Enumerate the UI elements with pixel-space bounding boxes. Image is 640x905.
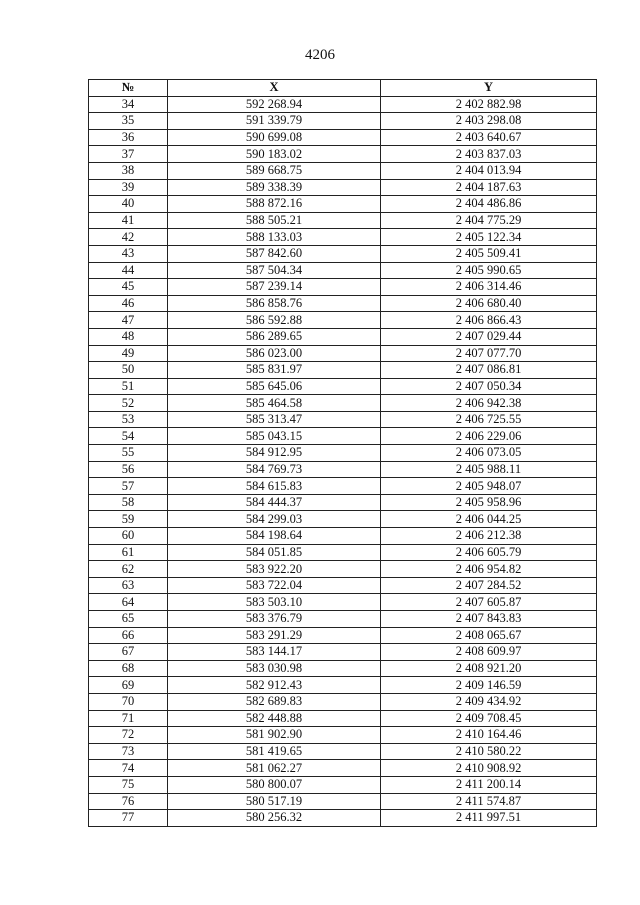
y-coordinate-cell: 2 411 200.14 [381,776,597,793]
point-number-cell: 72 [89,727,168,744]
table-row [89,146,597,163]
x-coordinate-cell: 581 062.27 [168,760,381,777]
point-number-cell: 53 [89,411,168,428]
x-coordinate-cell: 591 339.79 [168,113,381,130]
table-row [89,461,597,478]
point-number-cell: 60 [89,528,168,545]
point-number-cell: 52 [89,395,168,412]
y-coordinate-cell: 2 406 725.55 [381,411,597,428]
point-number-cell: 54 [89,428,168,445]
y-coordinate-cell: 2 404 486.86 [381,196,597,213]
table-row [89,295,597,312]
x-coordinate-cell: 588 872.16 [168,196,381,213]
coordinates-table [88,79,597,827]
x-coordinate-cell: 588 505.21 [168,212,381,229]
table-row [89,378,597,395]
y-coordinate-cell: 2 410 580.22 [381,743,597,760]
point-number-cell: 36 [89,129,168,146]
y-coordinate-cell: 2 404 013.94 [381,162,597,179]
point-number-cell: 48 [89,328,168,345]
x-coordinate-cell: 580 256.32 [168,810,381,827]
point-number-cell: 63 [89,577,168,594]
x-coordinate-cell: 583 503.10 [168,594,381,611]
point-number-cell: 50 [89,362,168,379]
point-number-cell: 76 [89,793,168,810]
x-coordinate-cell: 585 645.06 [168,378,381,395]
y-coordinate-cell: 2 405 958.96 [381,494,597,511]
x-coordinate-cell: 589 338.39 [168,179,381,196]
x-coordinate-cell: 583 722.04 [168,577,381,594]
y-coordinate-cell: 2 404 187.63 [381,179,597,196]
table-header [89,80,597,97]
table-row [89,345,597,362]
point-number-cell: 51 [89,378,168,395]
y-coordinate-cell: 2 407 050.34 [381,378,597,395]
table-row [89,113,597,130]
x-coordinate-cell: 584 051.85 [168,544,381,561]
point-number-cell: 73 [89,743,168,760]
table-row [89,129,597,146]
x-coordinate-cell: 582 689.83 [168,693,381,710]
point-number-cell: 40 [89,196,168,213]
point-number-cell: 44 [89,262,168,279]
table-row [89,395,597,412]
table-row [89,229,597,246]
point-number-cell: 41 [89,212,168,229]
x-coordinate-cell: 585 313.47 [168,411,381,428]
y-coordinate-cell: 2 406 314.46 [381,279,597,296]
table-row [89,660,597,677]
point-number-cell: 68 [89,660,168,677]
table-row [89,179,597,196]
y-coordinate-cell: 2 407 843.83 [381,611,597,628]
table-row [89,727,597,744]
x-coordinate-cell: 586 592.88 [168,312,381,329]
y-coordinate-cell: 2 410 164.46 [381,727,597,744]
x-coordinate-cell: 580 517.19 [168,793,381,810]
y-coordinate-cell: 2 405 948.07 [381,478,597,495]
x-coordinate-cell: 580 800.07 [168,776,381,793]
y-coordinate-cell: 2 409 434.92 [381,693,597,710]
point-number-cell: 47 [89,312,168,329]
y-coordinate-cell: 2 407 086.81 [381,362,597,379]
x-coordinate-cell: 586 289.65 [168,328,381,345]
point-number-cell: 56 [89,461,168,478]
table-row [89,561,597,578]
page-number: 4206 [305,47,335,63]
point-number-cell: 46 [89,295,168,312]
table-row [89,445,597,462]
y-coordinate-cell: 2 408 065.67 [381,627,597,644]
table-row [89,760,597,777]
y-coordinate-cell: 2 407 605.87 [381,594,597,611]
table-row [89,710,597,727]
x-coordinate-cell: 583 030.98 [168,660,381,677]
x-coordinate-cell: 584 769.73 [168,461,381,478]
point-number-cell: 74 [89,760,168,777]
x-coordinate-cell: 583 376.79 [168,611,381,628]
x-coordinate-cell: 583 922.20 [168,561,381,578]
y-coordinate-cell: 2 403 640.67 [381,129,597,146]
x-coordinate-cell: 584 444.37 [168,494,381,511]
x-coordinate-cell: 584 299.03 [168,511,381,528]
point-number-cell: 66 [89,627,168,644]
table-row [89,245,597,262]
y-coordinate-cell: 2 406 073.05 [381,445,597,462]
table-row [89,328,597,345]
y-coordinate-cell: 2 407 077.70 [381,345,597,362]
point-number-cell: 43 [89,245,168,262]
point-number-cell: 45 [89,279,168,296]
point-number-cell: 77 [89,810,168,827]
y-coordinate-cell: 2 411 997.51 [381,810,597,827]
table-row [89,544,597,561]
table-row [89,677,597,694]
x-coordinate-cell: 584 912.95 [168,445,381,462]
header-row [89,80,597,97]
point-number-cell: 42 [89,229,168,246]
y-coordinate-cell: 2 410 908.92 [381,760,597,777]
x-coordinate-cell: 581 902.90 [168,727,381,744]
point-number-cell: 49 [89,345,168,362]
table-row [89,428,597,445]
y-coordinate-cell: 2 408 609.97 [381,644,597,661]
table-body [89,96,597,826]
x-coordinate-cell: 586 023.00 [168,345,381,362]
y-coordinate-cell: 2 409 146.59 [381,677,597,694]
point-number-cell: 61 [89,544,168,561]
table-row [89,411,597,428]
point-number-cell: 39 [89,179,168,196]
y-coordinate-cell: 2 408 921.20 [381,660,597,677]
y-coordinate-cell: 2 404 775.29 [381,212,597,229]
x-coordinate-cell: 583 144.17 [168,644,381,661]
table-row [89,362,597,379]
point-number-cell: 58 [89,494,168,511]
y-coordinate-cell: 2 405 509.41 [381,245,597,262]
point-number-cell: 65 [89,611,168,628]
table-row [89,279,597,296]
table-row [89,644,597,661]
y-coordinate-cell: 2 406 212.38 [381,528,597,545]
table-row [89,196,597,213]
table-row [89,627,597,644]
point-number-cell: 34 [89,96,168,113]
y-coordinate-cell: 2 406 866.43 [381,312,597,329]
y-coordinate-cell: 2 407 029.44 [381,328,597,345]
point-number-cell: 59 [89,511,168,528]
x-coordinate-cell: 592 268.94 [168,96,381,113]
x-coordinate-cell: 585 464.58 [168,395,381,412]
table-row [89,611,597,628]
header-y: Y [381,80,597,97]
y-coordinate-cell: 2 406 044.25 [381,511,597,528]
y-coordinate-cell: 2 406 954.82 [381,561,597,578]
y-coordinate-cell: 2 403 837.03 [381,146,597,163]
point-number-cell: 64 [89,594,168,611]
x-coordinate-cell: 582 448.88 [168,710,381,727]
x-coordinate-cell: 584 198.64 [168,528,381,545]
point-number-cell: 67 [89,644,168,661]
point-number-cell: 57 [89,478,168,495]
y-coordinate-cell: 2 405 988.11 [381,461,597,478]
x-coordinate-cell: 584 615.83 [168,478,381,495]
y-coordinate-cell: 2 402 882.98 [381,96,597,113]
x-coordinate-cell: 585 043.15 [168,428,381,445]
table-row [89,478,597,495]
table-row [89,693,597,710]
x-coordinate-cell: 583 291.29 [168,627,381,644]
header-number: № [89,80,168,97]
table-row [89,511,597,528]
point-number-cell: 75 [89,776,168,793]
table-row [89,810,597,827]
point-number-cell: 71 [89,710,168,727]
x-coordinate-cell: 582 912.43 [168,677,381,694]
y-coordinate-cell: 2 405 122.34 [381,229,597,246]
table-row [89,212,597,229]
y-coordinate-cell: 2 403 298.08 [381,113,597,130]
y-coordinate-cell: 2 409 708.45 [381,710,597,727]
x-coordinate-cell: 587 239.14 [168,279,381,296]
table-row [89,577,597,594]
x-coordinate-cell: 586 858.76 [168,295,381,312]
point-number-cell: 62 [89,561,168,578]
x-coordinate-cell: 587 842.60 [168,245,381,262]
point-number-cell: 35 [89,113,168,130]
table-row [89,528,597,545]
y-coordinate-cell: 2 406 229.06 [381,428,597,445]
y-coordinate-cell: 2 405 990.65 [381,262,597,279]
table-row [89,793,597,810]
x-coordinate-cell: 585 831.97 [168,362,381,379]
table-row [89,312,597,329]
table-row [89,776,597,793]
table-row [89,743,597,760]
y-coordinate-cell: 2 407 284.52 [381,577,597,594]
table-row [89,594,597,611]
header-x: X [168,80,381,97]
x-coordinate-cell: 590 183.02 [168,146,381,163]
point-number-cell: 38 [89,162,168,179]
x-coordinate-cell: 588 133.03 [168,229,381,246]
point-number-cell: 69 [89,677,168,694]
x-coordinate-cell: 590 699.08 [168,129,381,146]
table-row [89,162,597,179]
x-coordinate-cell: 587 504.34 [168,262,381,279]
y-coordinate-cell: 2 406 680.40 [381,295,597,312]
table-row [89,96,597,113]
table-row [89,262,597,279]
y-coordinate-cell: 2 406 942.38 [381,395,597,412]
point-number-cell: 70 [89,693,168,710]
point-number-cell: 37 [89,146,168,163]
x-coordinate-cell: 589 668.75 [168,162,381,179]
table-row [89,494,597,511]
point-number-cell: 55 [89,445,168,462]
y-coordinate-cell: 2 411 574.87 [381,793,597,810]
y-coordinate-cell: 2 406 605.79 [381,544,597,561]
x-coordinate-cell: 581 419.65 [168,743,381,760]
